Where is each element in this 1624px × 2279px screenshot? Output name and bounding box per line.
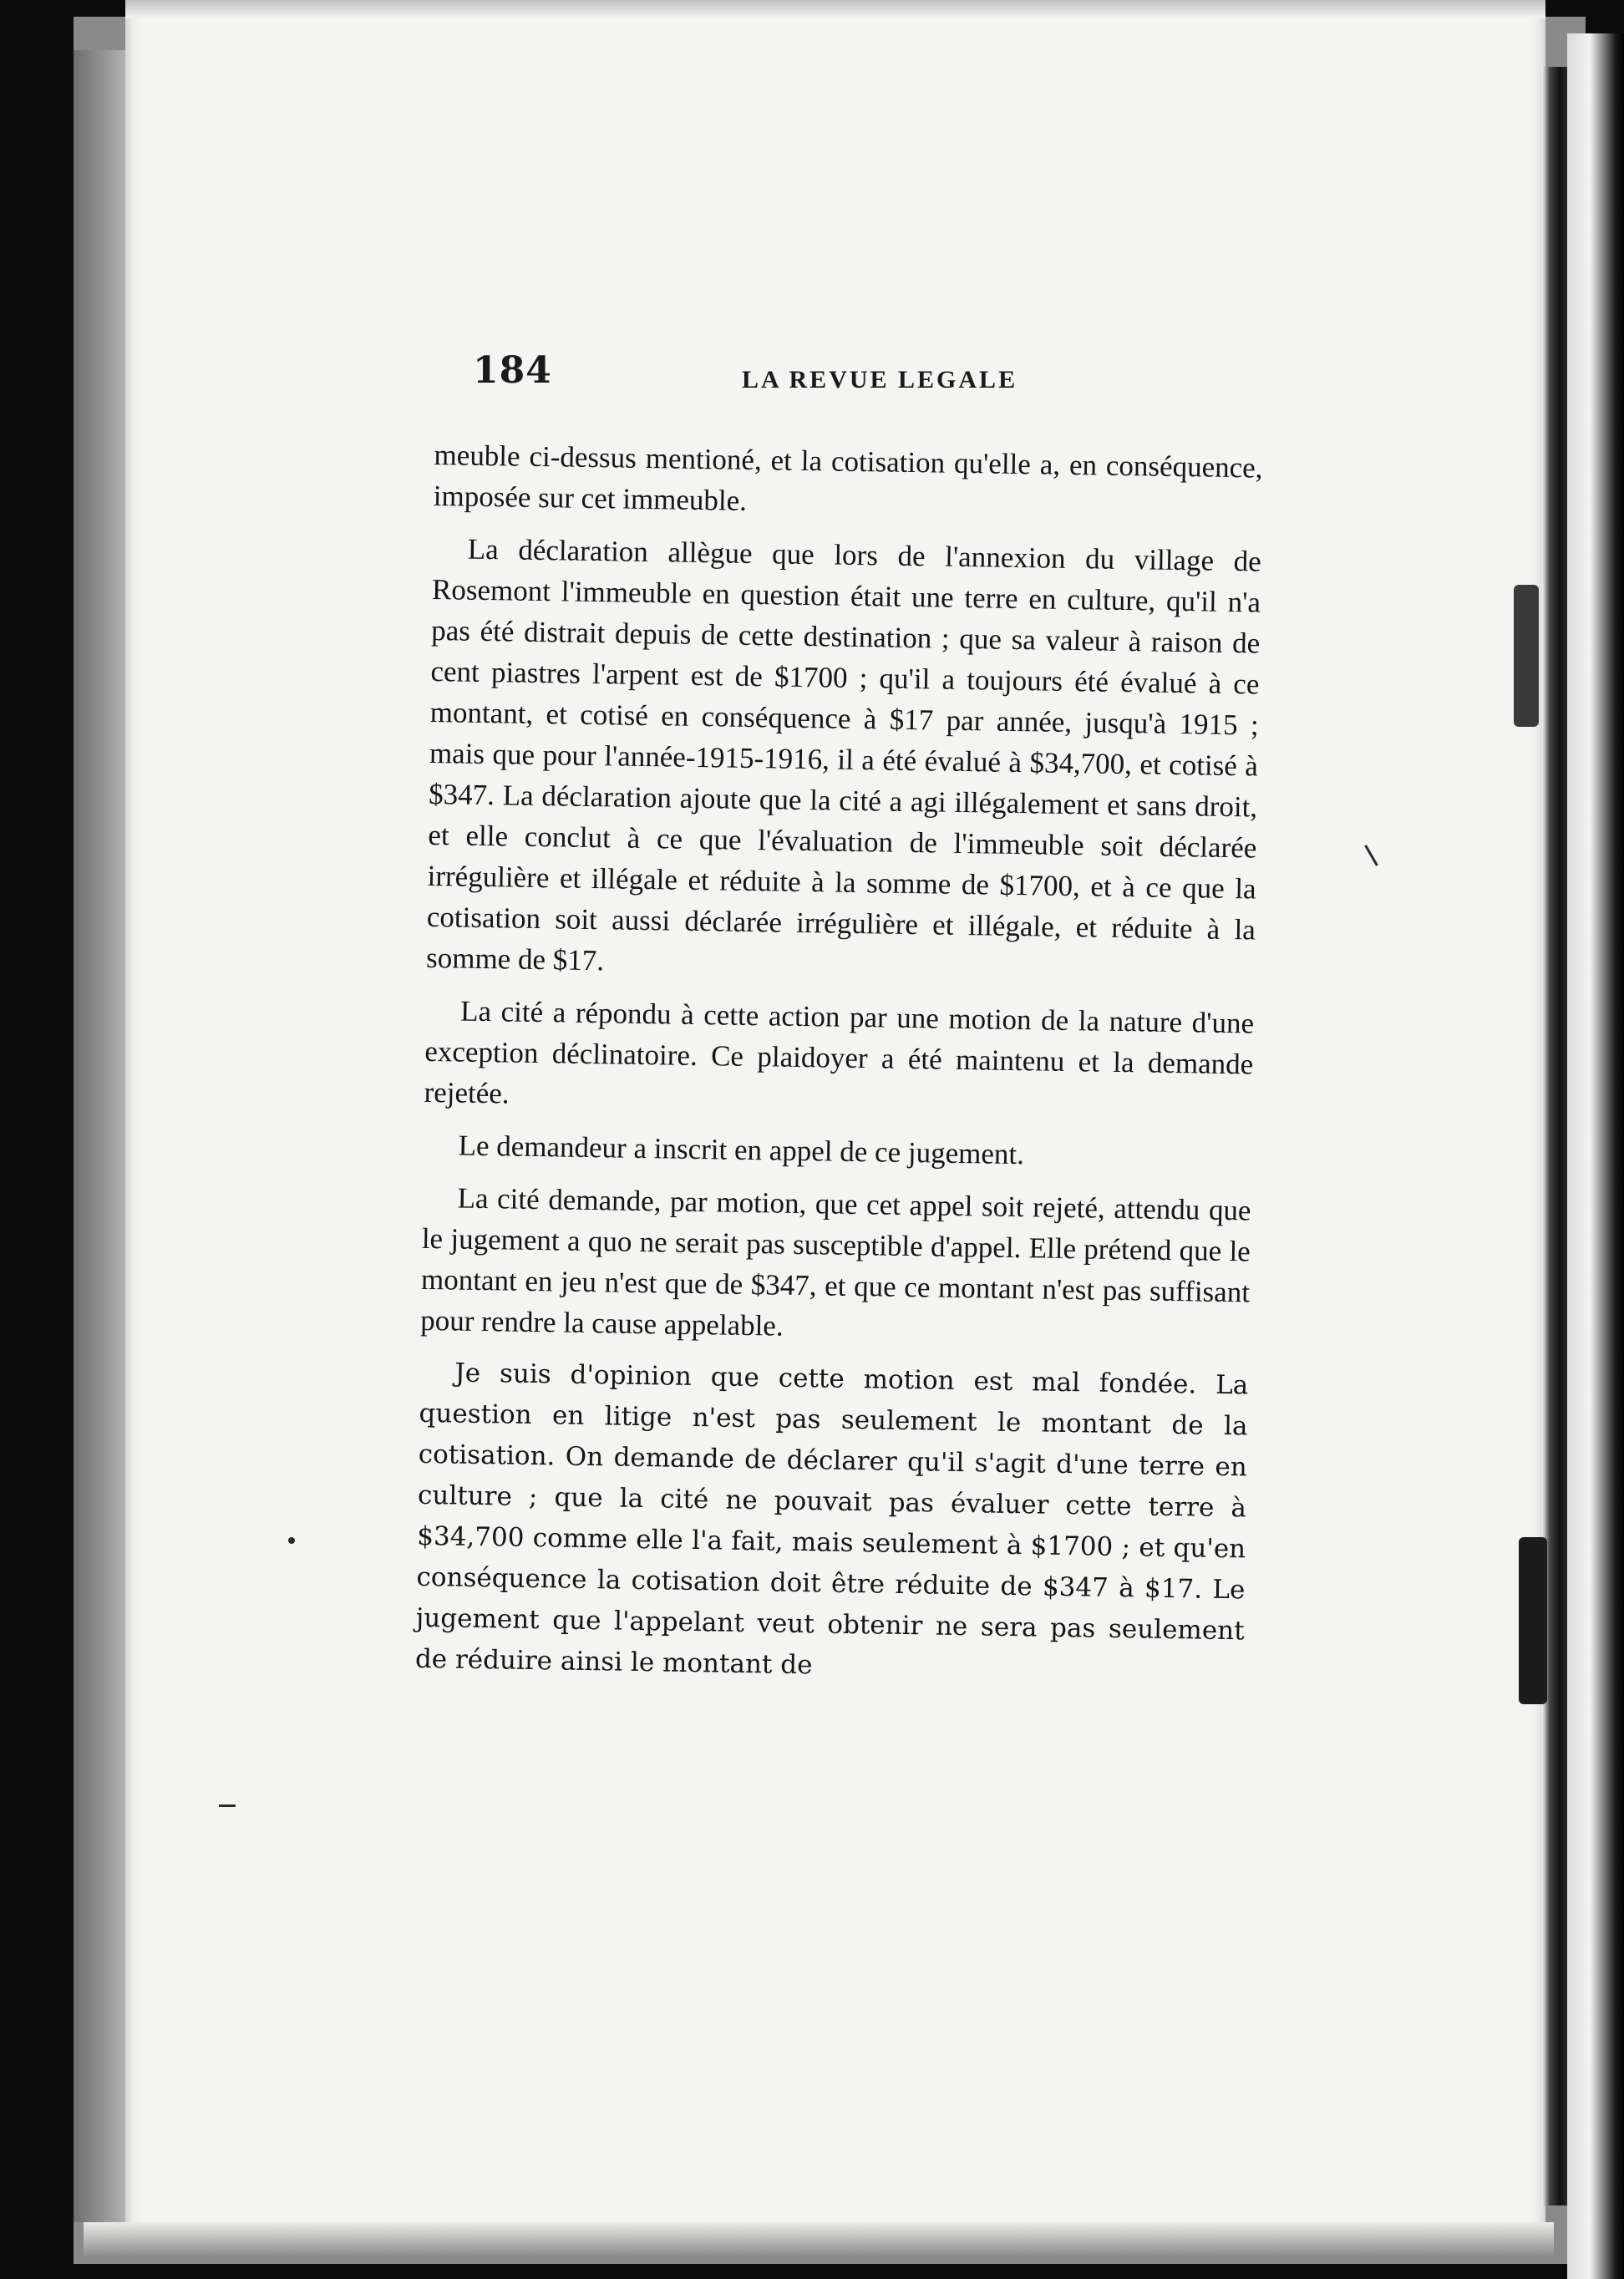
left-board-edge	[74, 50, 132, 2222]
page-number: 184	[473, 349, 552, 392]
page-top-shadow	[125, 0, 1545, 18]
book-spine-gutter	[1542, 67, 1567, 2205]
paragraph: La cité a répondu à cette action par une motion de la nature d'une exception déclinatoire. Ce plaidoyer a été maintenu et la demande rejetée.	[424, 994, 1255, 1110]
running-head: LA REVUE LEGALE	[742, 366, 1018, 393]
right-board-edge	[1567, 33, 1624, 2279]
scan-speck	[219, 1804, 236, 1807]
binding-clip-bottom	[1519, 1537, 1547, 1704]
paragraph: Le demandeur a inscrit en appel de ce jugement.	[458, 1129, 1025, 1171]
paragraph: meuble ci-dessus mentioné, et la cotisation qu'elle a, en conséquence, imposée sur cet immeuble.	[433, 438, 1263, 517]
page-bottom-shadow	[84, 2222, 1554, 2256]
scan-speck	[288, 1537, 295, 1544]
binding-clip-top	[1514, 585, 1539, 727]
paragraph: La déclaration allègue que lors de l'annexion du village de Rosemont l'immeuble en question était une terre en culture, qu'il n'a pas été distrait depuis de cette destination ; que sa valeur à raison de cent piastres l'arpent est de $1700 ; qu'il a toujours été évalué à ce montant, et cotisé en conséquence à $17 par année, jusqu'à 1915 ; mais que pour l'année-1915-1916, il a été évalué à $34,700, et cotisé à $347. La déclaration ajoute que la cité a agi illégalement et sans droit, et elle conclut à ce que l'évaluation de l'immeuble soit déclarée irrégulière et illégale et réduite à la somme de $1700, et à ce que la cotisation soit aussi déclarée irrégulière et illégale, et réduite à la somme de $17.	[425, 532, 1262, 977]
page-body	[414, 434, 1263, 1704]
paragraph: Je suis d'opinion que cette motion est mal fondée. La question en litige n'est pas seulement le montant de la cotisation. On demande de déclarer qu'il s'agit d'une terre en culture ; que la cité ne pouvait pas évaluer cette terre à $34,700 comme elle l'a fait, mais seulement à $1700 ; et qu'en conséquence la cotisation doit être réduite de $347 à $17. Le jugement que l'appelant veut obtenir ne sera pas seulement de réduire ainsi le montant de	[414, 1358, 1249, 1681]
paragraph: La cité demande, par motion, que cet appel soit rejeté, attendu que le jugement a quo ne serait pas susceptible d'appel. Elle prétend que le montant en jeu n'est que de $347, et que ce montant n'est pas suffisant pour rendre la cause appelable.	[420, 1181, 1251, 1343]
